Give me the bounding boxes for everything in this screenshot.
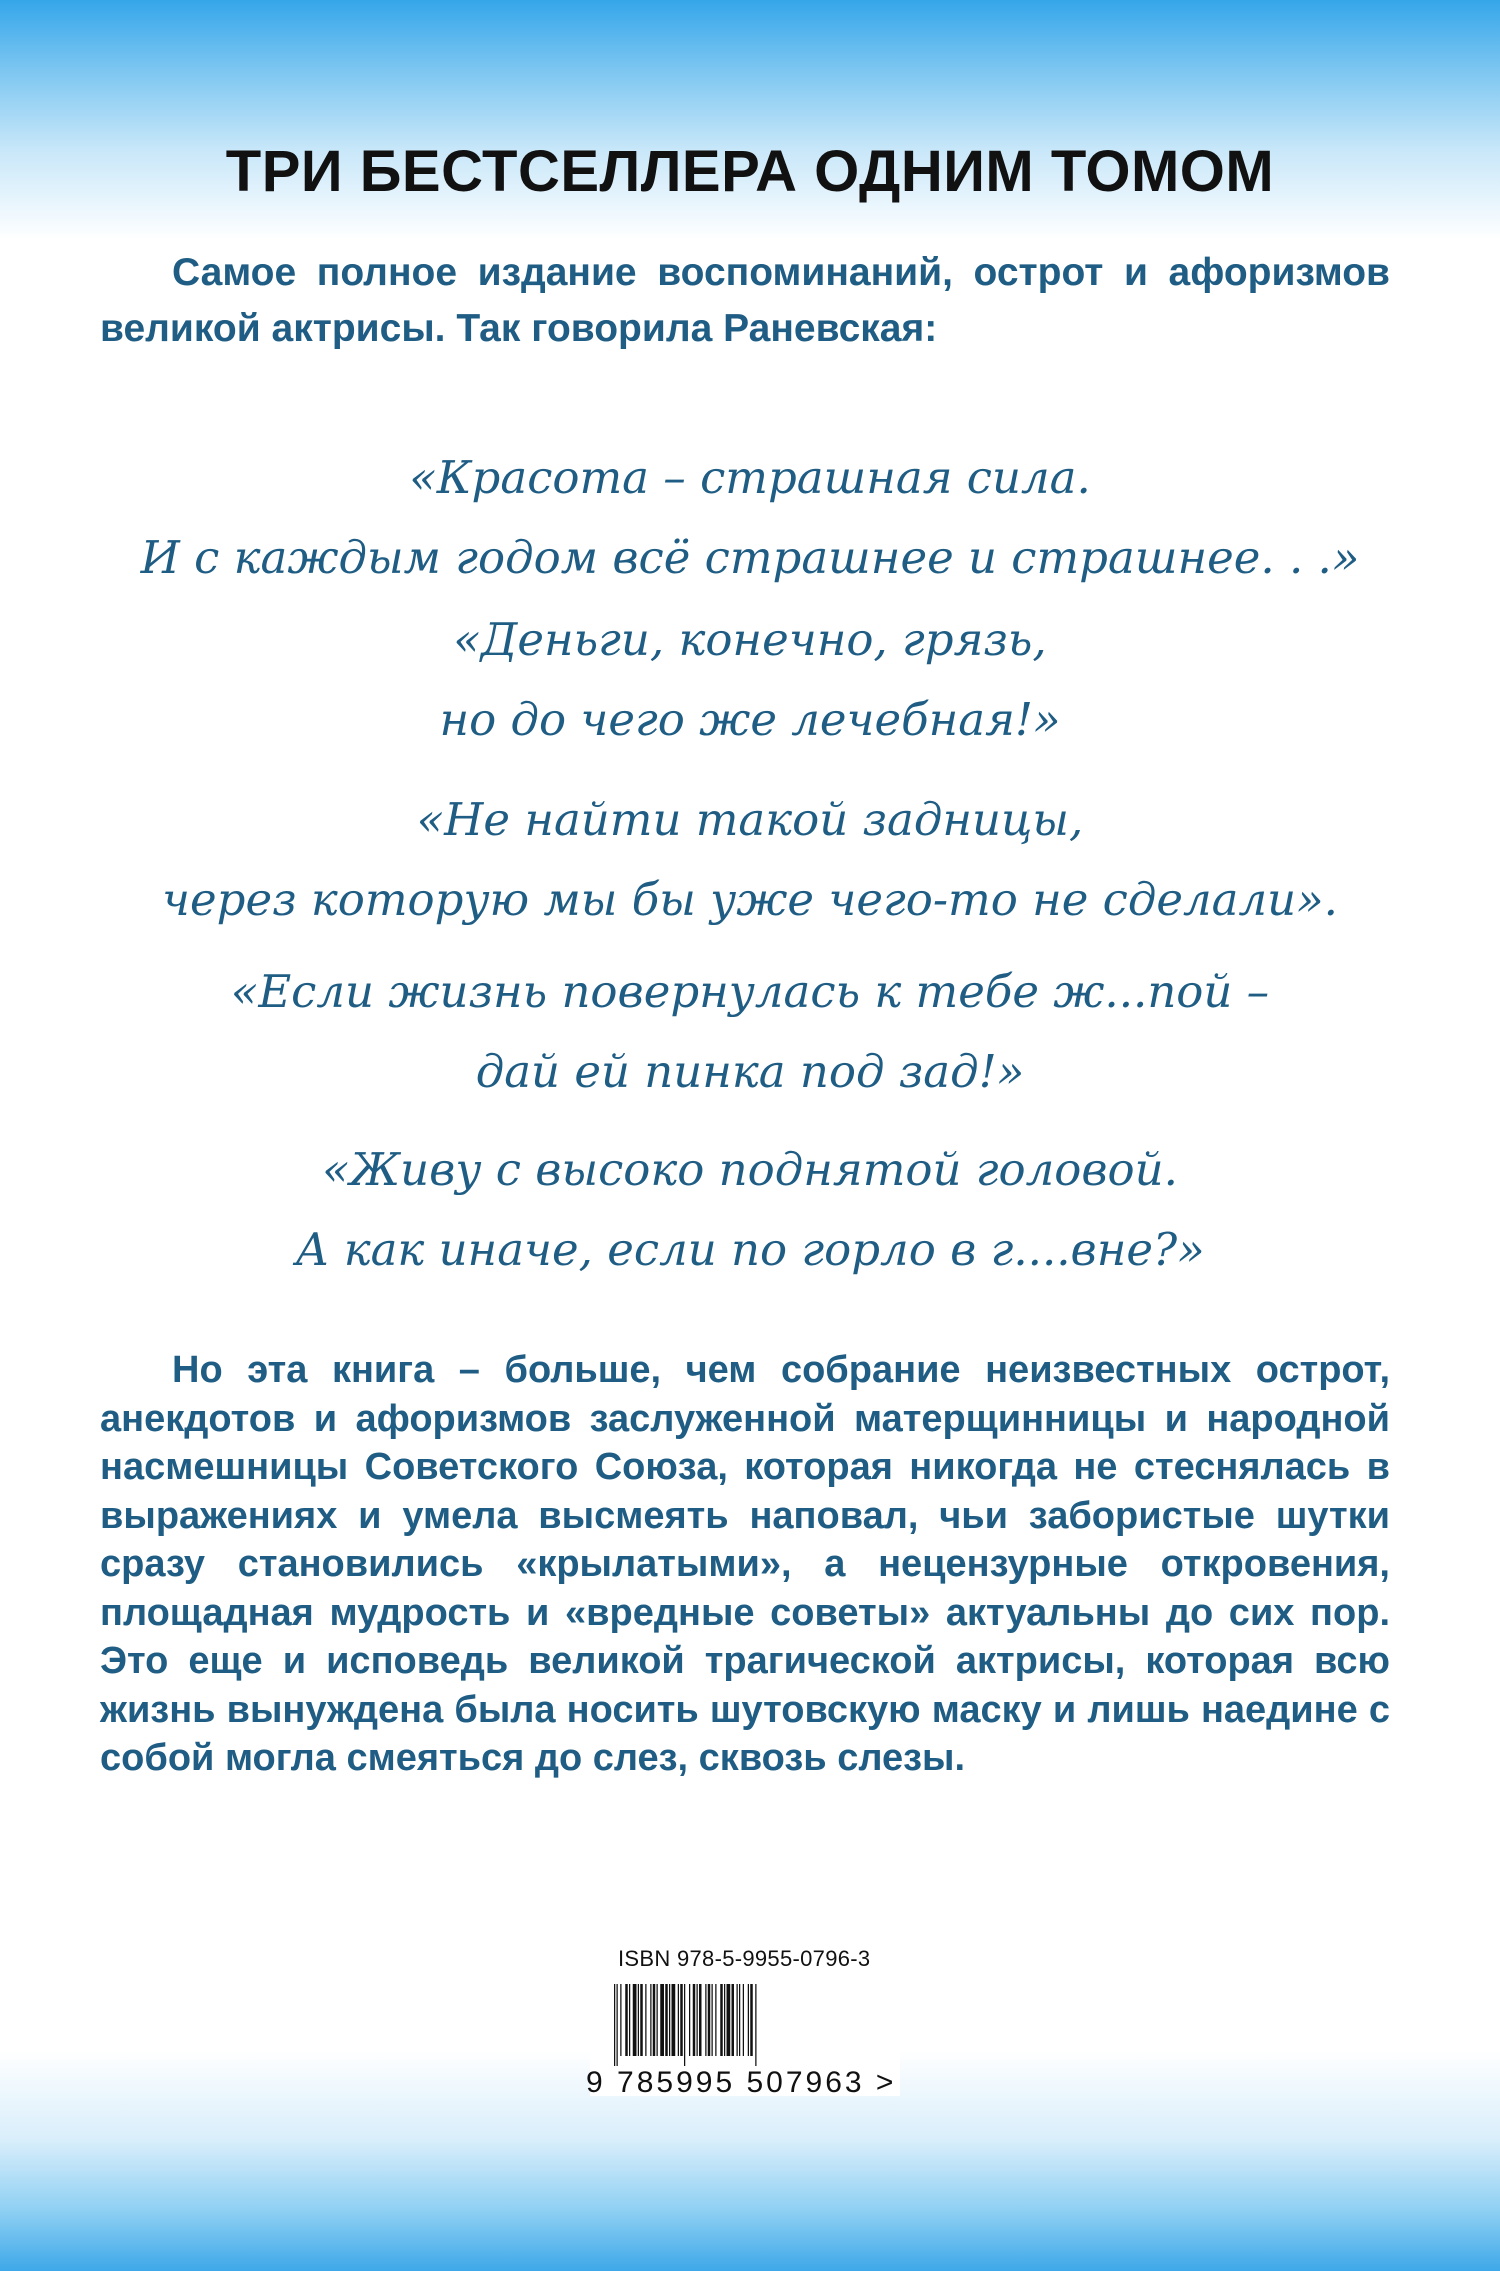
quote-2 [100,600,1400,760]
lead-paragraph: Самое полное издание воспоминаний, острот и афоризмов великой актрисы. Так говорила Раневская: [100,251,1390,350]
barcode-digits: 9 785995 507963 > [586,2066,897,2099]
description-paragraph: Но эта книга – больше, чем собрание неизвестных острот, анекдотов и афоризмов заслуженной матерщинницы и народной насмешницы Советского Союза, которая никогда не стеснялась в выражениях и умела высмеять наповал, чьи забористые шутки сразу становились «крылатыми», а нецензурные откровения, площадная мудрость и «вредные советы» актуальны до сих пор. Это еще и исповедь великой трагической актрисы, которая всю жизнь вынуждена была носить шутовскую маску и лишь наедине с собой могла смеяться до слез, сквозь слезы. [100,1349,1390,1779]
quote-3 [100,780,1400,940]
quote-4 [100,952,1400,1112]
quote-2-line-2: но до чего же лечебная!» [439,693,1061,746]
quote-5-line-1: «Живу с высоко поднятой головой. [322,1143,1178,1196]
quote-5 [100,1130,1400,1290]
quote-1-line-1: «Красота – страшная сила. [409,451,1091,504]
quote-5-line-2: А как иначе, если по горло в г....вне?» [295,1223,1205,1276]
quote-1-line-2: И с каждым годом всё страшнее и страшнее. . .» [140,531,1360,584]
quote-3-line-1: «Не найти такой задницы, [416,793,1084,846]
quote-3-line-2: через которую мы бы уже чего-то не сделали». [162,873,1338,926]
quote-1 [100,438,1400,598]
barcode-bars-icon [614,1984,876,2066]
quote-4-line-2: дай ей пинка под зад!» [475,1045,1025,1098]
headline: ТРИ БЕСТСЕЛЛЕРА ОДНИМ ТОМОМ [225,139,1275,204]
quote-4-line-1: «Если жизнь повернулась к тебе ж...пой – [230,965,1270,1018]
isbn-label: ISBN 978-5-9955-0796-3 [618,1946,871,1971]
quote-2-line-1: «Деньги, конечно, грязь, [453,613,1047,666]
